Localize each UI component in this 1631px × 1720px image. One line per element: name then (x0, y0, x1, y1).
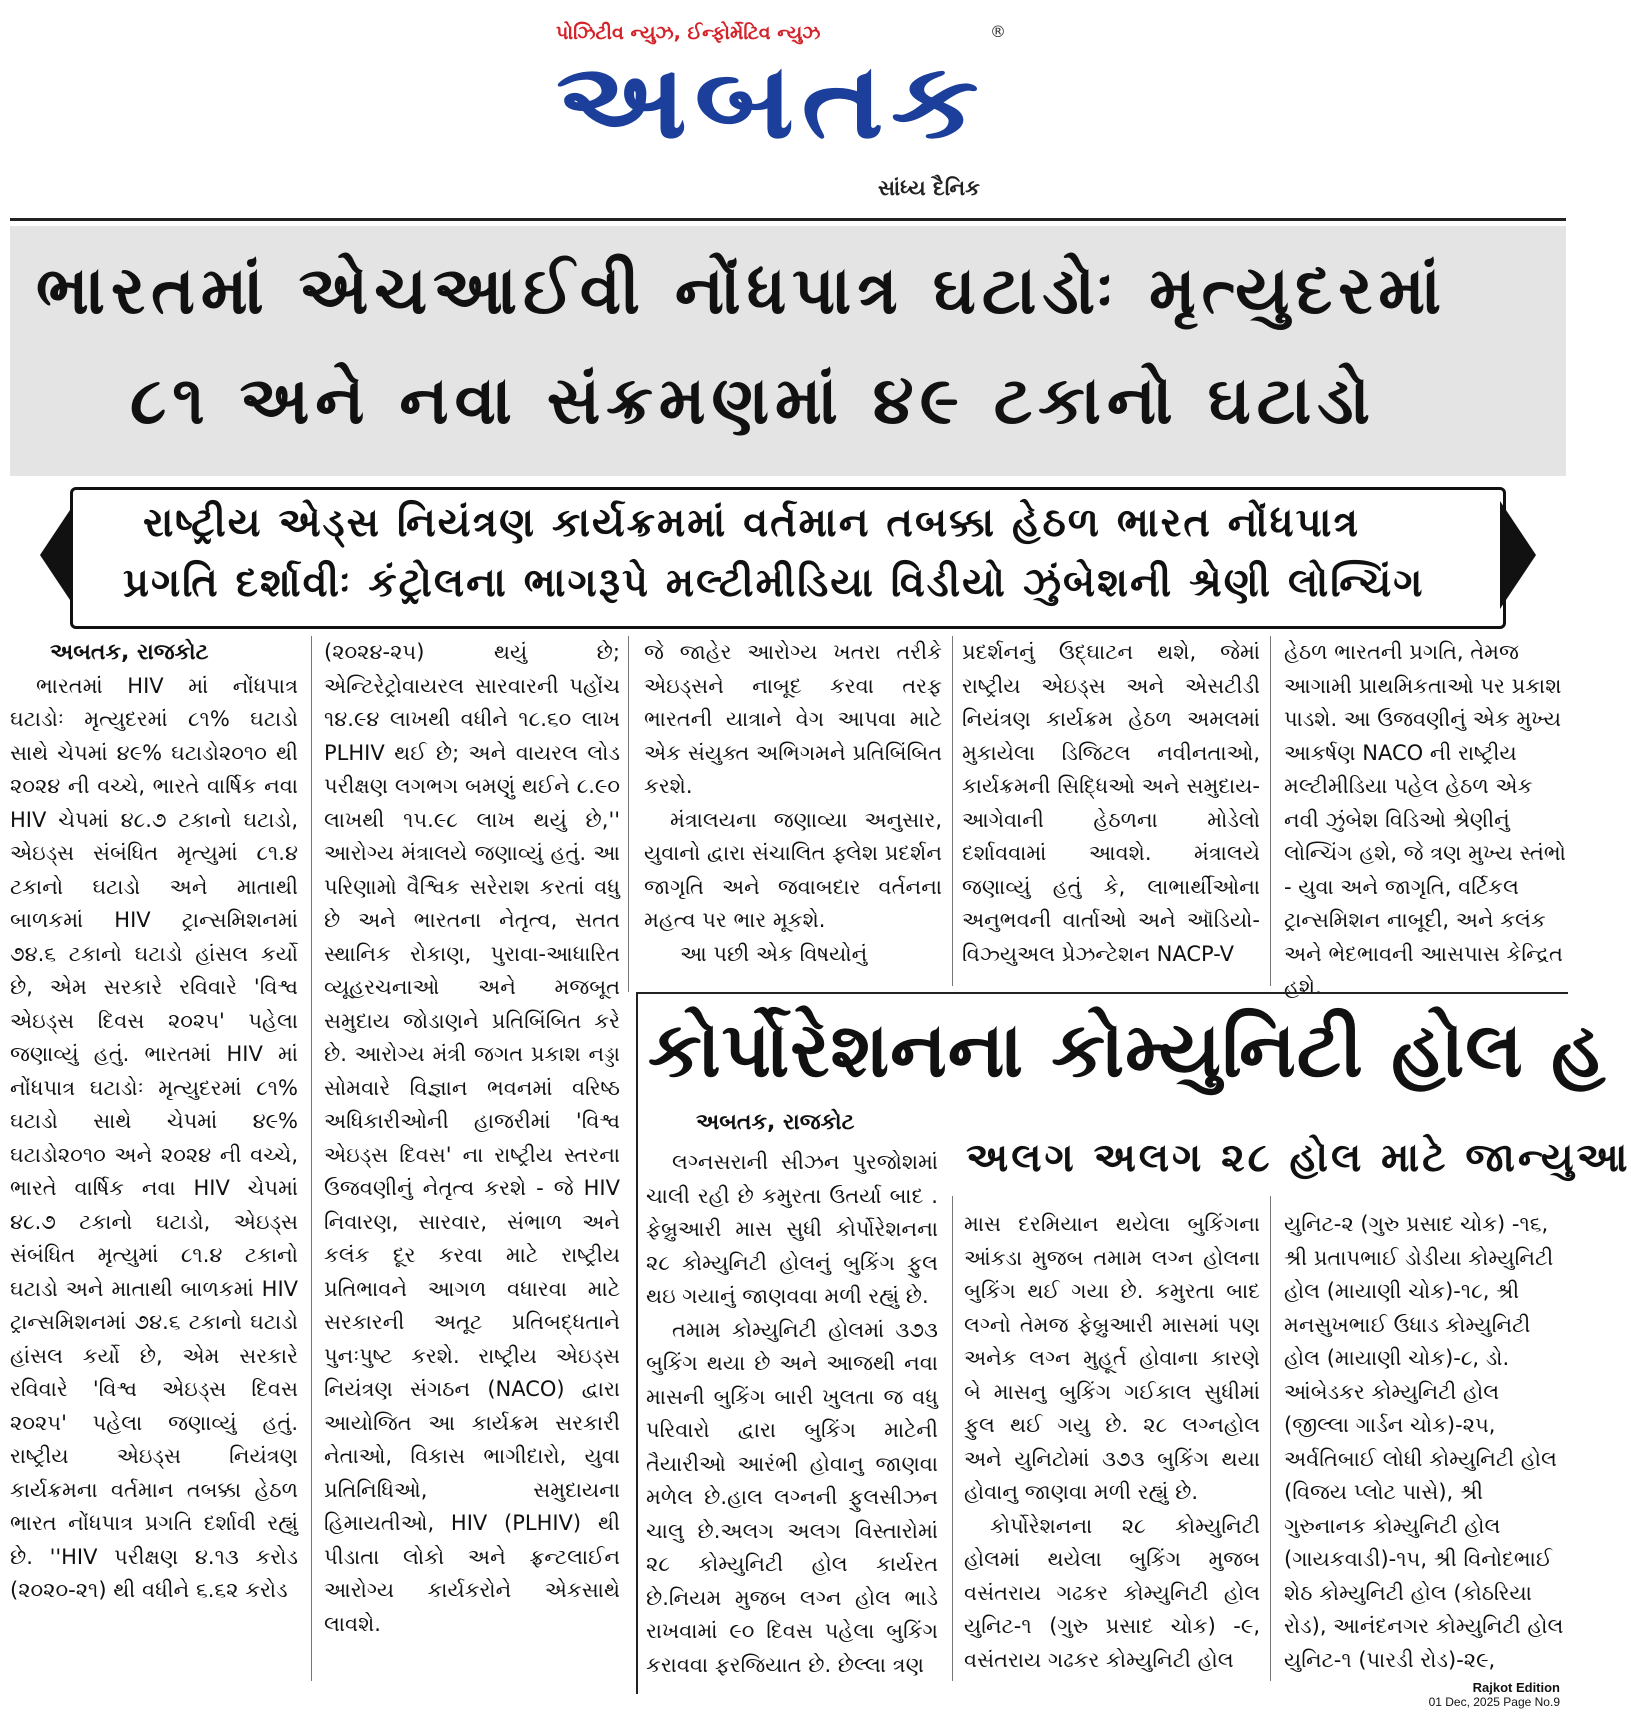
sub-headline-line2: પ્રગતિ દર્શાવીઃ કંટ્રોલના ભાગરૂપે મલ્ટીમીડિયા વિડીયો ઝુંબેશની શ્રેણી લોન્ચિંગ (123, 560, 1425, 606)
column-divider (952, 636, 953, 986)
article2-col1-text-b: તમામ કોમ્યુનિટી હોલમાં ૩૭૩ બુકિંગ થયા છે અને આજથી નવા માસની બુકિંગ બારી ખુલતા જ વધુ પરિવારો દ્વારા બુકિંગ માટેની તૈયારીઓ આરંભી હોવાનુ જાણવા મળેલ છે.હાલ લગ્નની ફુલસીઝન ચાલુ છે.અલગ અલગ વિસ્તારોમાં ૨૮ કોમ્યુનિટી હોલ કાર્યરત છે.નિયમ મુજબ લગ્ન હોલ ભાડે રાખવામાં ૯૦ દિવસ પહેલા બુકિંગ કરાવવા ફરજિયાત છે. છેલ્લા ત્રણ (646, 1317, 938, 1677)
column-divider (1270, 636, 1271, 986)
article1-col1-text: ભારતમાં HIV માં નોંધપાત્ર ઘટાડોઃ મૃત્યુદરમાં ૮૧% ઘટાડો સાથે ચેપમાં ૪૯% ઘટાડો૨૦૧૦ થી ૨૦૨૪ ની વચ્ચે, ભારતે વાર્ષિક નવા HIV ચેપમાં ૪૮.૭ ટકાનો ઘટાડો, એઇડ્સ સંબંધિત મૃત્યુમાં ૮૧.૪ ટકાનો ઘટાડો અને માતાથી બાળકમાં HIV ટ્રાન્સમિશનમાં ૭૪.૬ ટકાનો ઘટાડો હાંસલ કર્યો છે, એમ સરકારે રવિવારે 'વિશ્વ એઇડ્સ દિવસ ૨૦૨૫' પહેલા જણાવ્યું હતું. ભારતમાં HIV માં નોંધપાત્ર ઘટાડોઃ મૃત્યુદરમાં ૮૧% ઘટાડો સાથે ચેપમાં ૪૯% ઘટાડો૨૦૧૦ અને ૨૦૨૪ ની વચ્ચે, ભારતે વાર્ષિક નવા HIV ચેપમાં ૪૮.૭ ટકાનો ઘટાડો, એઇડ્સ સંબંધિત મૃત્યુમાં ૮૧.૪ ટકાનો ઘટાડો અને માતાથી બાળકમાં HIV ટ્રાન્સમિશનમાં ૭૪.૬ ટકાનો ઘટાડો હાંસલ કર્યો છે, એમ સરકારે રવિવારે 'વિશ્વ એઇડ્સ દિવસ ૨૦૨૫' પહેલા જણાવ્યું હતું. રાષ્ટ્રીય એઇડ્સ નિયંત્રણ કાર્યક્રમના વર્તમાન તબક્કા હેઠળ ભારત નોંધપાત્ર પ્રગતિ દર્શાવી રહ્યું છે. ''HIV પરીક્ષણ ૪.૧૩ કરોડ (૨૦૨૦-૨૧) થી વધીને ૬.૬૨ કરોડ (10, 673, 298, 1602)
article1-col4-text: પ્રદર્શનનું ઉદ્ઘાટન થશે, જેમાં રાષ્ટ્રીય એઇડ્સ અને એસટીડી નિયંત્રણ કાર્યક્રમ હેઠળ અમલમાં મુકાયેલા ડિજિટલ નવીનતાઓ, કાર્યક્રમની સિદ્ધિઓ અને સમુદાય-આગેવાની હેઠળના મોડેલો દર્શાવવામાં આવશે. મંત્રાલયે જણાવ્યું હતું કે, લાભાર્થીઓના અનુભવની વાર્તાઓ અને ઑડિયો-વિઝ્યુઅલ પ્રેઝન્ટેશન NACP-V (962, 640, 1260, 966)
registered-mark: ® (990, 22, 1006, 41)
sub-headline-line1: રાષ્ટ્રીય એડ્સ નિયંત્રણ કાર્યક્રમમાં વર્તમાન તબક્કા હેઠળ ભારત નોંધપાત્ર (143, 500, 1360, 546)
arrow-right-icon (1500, 501, 1536, 609)
column-divider (1270, 1196, 1271, 1681)
article2-column-2 (964, 1208, 1260, 1680)
main-headline-line1: ભારતમાં એચઆઈવી નોંધપાત્ર ઘટાડોઃ મૃત્યુદરમાં (36, 252, 1448, 329)
article2-col2-text-b: કોર્પોરેશનના ૨૮ કોમ્યુનિટી હોલમાં થયેલા બુકિંગ મુજબ વસંતરાય ગઢકર કોમ્યુનિટી હોલ યુનિટ-૧ (ગુરુ પ્રસાદ ચોક) -૯, વસંતરાય ગઢકર કોમ્યુનિટી હોલ (964, 1513, 1260, 1672)
masthead-divider (10, 218, 1566, 221)
main-headline (10, 226, 1566, 476)
article2-col1-text-a: લગ્નસરાની સીઝન પુરજોશમાં ચાલી રહી છે કમુરતા ઉતર્યા બાદ . ફેબ્રુઆરી માસ સુધી કોર્પોરેશનના ૨૮ કોમ્યુનિટી હોલનું બુકિંગ ફુલ થઇ ગયાનું જાણવવા મળી રહ્યું છે. (646, 1150, 938, 1308)
article1-col3-text-a: જે જાહેર આરોગ્ય ખતરા તરીકે એઇડ્સને નાબૂદ કરવા તરફ ભારતની યાત્રાને વેગ આપવા માટે એક સંયુક્ત અભિગમને પ્રતિબિંબિત કરશે. (644, 640, 942, 798)
article1-column-2 (324, 636, 620, 1681)
edition-label: Rajkot Edition (1472, 1680, 1560, 1695)
masthead (0, 0, 1566, 210)
masthead-tagline: પોઝિટીવ ન્યુઝ, ઈન્ફોર્મેટિવ ન્યુઝ (556, 22, 821, 44)
date-page-label: 01 Dec, 2025 Page No.9 (1428, 1695, 1560, 1709)
article1-byline: અબતક, રાજકોટ (50, 640, 209, 665)
column-divider (311, 636, 312, 1681)
article2-column-3 (1284, 1208, 1566, 1680)
sub-headline (40, 487, 1530, 625)
article2-subheadline: અલગ અલગ ૨૮ હોલ માટે જાન્યુઆ (966, 1135, 1631, 1181)
article1-column-3 (644, 636, 942, 986)
page-footer (1429, 1680, 1560, 1710)
column-divider (952, 1196, 953, 1681)
article1-col3-text-c: આ પછી એક વિષયોનું (680, 941, 868, 966)
article2-col3-text: યુનિટ-૨ (ગુરુ પ્રસાદ ચોક) -૧૬, શ્રી પ્રતાપભાઈ ડોડીયા કોમ્યુનિટી હોલ (માયાણી ચોક)-૧૮, શ્રી મનસુખભાઈ ઉધાડ કોમ્યુનિટી હોલ (માયાણી ચોક)-૮, ડો. આંબેડકર કોમ્યુનિટી હોલ (જીલ્લા ગાર્ડન ચોક)-૨૫, અર્વતિબાઈ લોધી કોમ્યુનિટી હોલ (વિજય પ્લોટ પાસે), શ્રી ગુરુનાનક કોમ્યુનિટી હોલ (ગાયકવાડી)-૧૫, શ્રી વિનોદભાઈ શેઠ કોમ્યુનિટી હોલ (કોઠરિયા રોડ), આનંદનગર કોમ્યુનિટી હોલ યુનિટ-૧ (પારડી રોડ)-૨૯, (1284, 1212, 1564, 1672)
article1-col3-text-b: મંત્રાલયના જણાવ્યા અનુસાર, યુવાનો દ્વારા સંચાલિત ફ્લેશ પ્રદર્શન જાગૃતિ અને જવાબદાર વર્તનના મહત્વ પર ભાર મૂકશે. (644, 807, 942, 932)
column-divider (628, 636, 629, 992)
article2-col2-text-a: માસ દરમિયાન થયેલા બુકિંગના આંકડા મુજબ તમામ લગ્ન હોલના બુકિંગ થઈ ગયા છે. કમુરતા બાદ લગ્નો તેમજ ફેબ્રુઆરી માસમાં પણ અનેક લગ્ન મુહૂર્ત હોવાના કારણે બે માસનુ બુકિંગ ગઈકાલ સુધીમાં ફુલ થઈ ગયુ છે. ૨૮ લગ્નહોલ અને યુનિટોમાં ૩૭૩ બુકિંગ થયા હોવાનુ જાણવા મળી રહ્યું છે. (964, 1212, 1260, 1504)
sub-headline-box (70, 487, 1506, 629)
article1-col2-text: (૨૦૨૪-૨૫) થયું છે; એન્ટિરેટ્રોવાયરલ સારવારની પહોંચ ૧૪.૯૪ લાખથી વધીને ૧૮.૬૦ લાખ PLHIV થઈ છે; અને વાયરલ લોડ પરીક્ષણ લગભગ બમણું થઈને ૮.૯૦ લાખથી ૧૫.૯૮ લાખ થયું છે,'' આરોગ્ય મંત્રાલયે જણાવ્યું હતું. આ પરિણામો વૈશ્વિક સરેરાશ કરતાં વધુ છે અને ભારતના નેતૃત્વ, સતત સ્થાનિક રોકાણ, પુરાવા-આધારિત વ્યૂહરચનાઓ અને મજબૂત સમુદાય જોડાણને પ્રતિબિંબિત કરે છે. આરોગ્ય મંત્રી જગત પ્રકાશ નડ્ડા સોમવારે વિજ્ઞાન ભવનમાં વરિષ્ઠ અધિકારીઓની હાજરીમાં 'વિશ્વ એઇડ્સ દિવસ' ના રાષ્ટ્રીય સ્તરના ઉજવણીનું નેતૃત્વ કરશે - જે HIV નિવારણ, સારવાર, સંભાળ અને કલંક દૂર કરવા માટે રાષ્ટ્રીય પ્રતિભાવને આગળ વધારવા માટે સરકારની અતૂટ પ્રતિબદ્ધતાને પુનઃપુષ્ટ કરશે. રાષ્ટ્રીય એઇડ્સ નિયંત્રણ સંગઠન (NACO) દ્વારા આયોજિત આ કાર્યક્રમ સરકારી નેતાઓ, વિકાસ ભાગીદારો, યુવા પ્રતિનિધિઓ, સમુદાયના હિમાયતીઓ, HIV (PLHIV) થી પીડાતા લોકો અને ફ્રન્ટલાઈન આરોગ્ય કાર્યકરોને એકસાથે લાવશે. (324, 640, 620, 1636)
edition-type: સાંધ્ય દૈનિક (878, 176, 980, 200)
newspaper-logo (556, 40, 996, 162)
article1-column-4 (962, 636, 1260, 986)
article2-byline: અબતક, રાજકોટ (696, 1110, 855, 1135)
article2-column-1 (646, 1146, 938, 1680)
article1-column-5 (1284, 636, 1566, 999)
main-headline-line2: ૮૧ અને નવા સંક્રમણમાં ૪૯ ટકાનો ઘટાડો (130, 362, 1376, 439)
article1-col5-text: હેઠળ ભારતની પ્રગતિ, તેમજ આગામી પ્રાથમિકતાઓ પર પ્રકાશ પાડશે. આ ઉજવણીનું એક મુખ્ય આકર્ષણ NACO ની રાષ્ટ્રીય મલ્ટીમીડિયા પહેલ હેઠળ એક નવી ઝુંબેશ વિડિઓ શ્રેણીનું લોન્ચિંગ હશે, જે ત્રણ મુખ્ય સ્તંભો - યુવા અને જાગૃતિ, વર્ટિકલ ટ્રાન્સમિશન નાબૂદી, અને કલંક અને ભેદભાવની આસપાસ કેન્દ્રિત હશે. (1284, 640, 1566, 999)
article1-column-1 (10, 636, 298, 1681)
article2-headline: કોર્પોરેશનના કોમ્યુનિટી હોલ હ (648, 1005, 1607, 1094)
newspaper-logo-text: અબતક (556, 40, 986, 162)
